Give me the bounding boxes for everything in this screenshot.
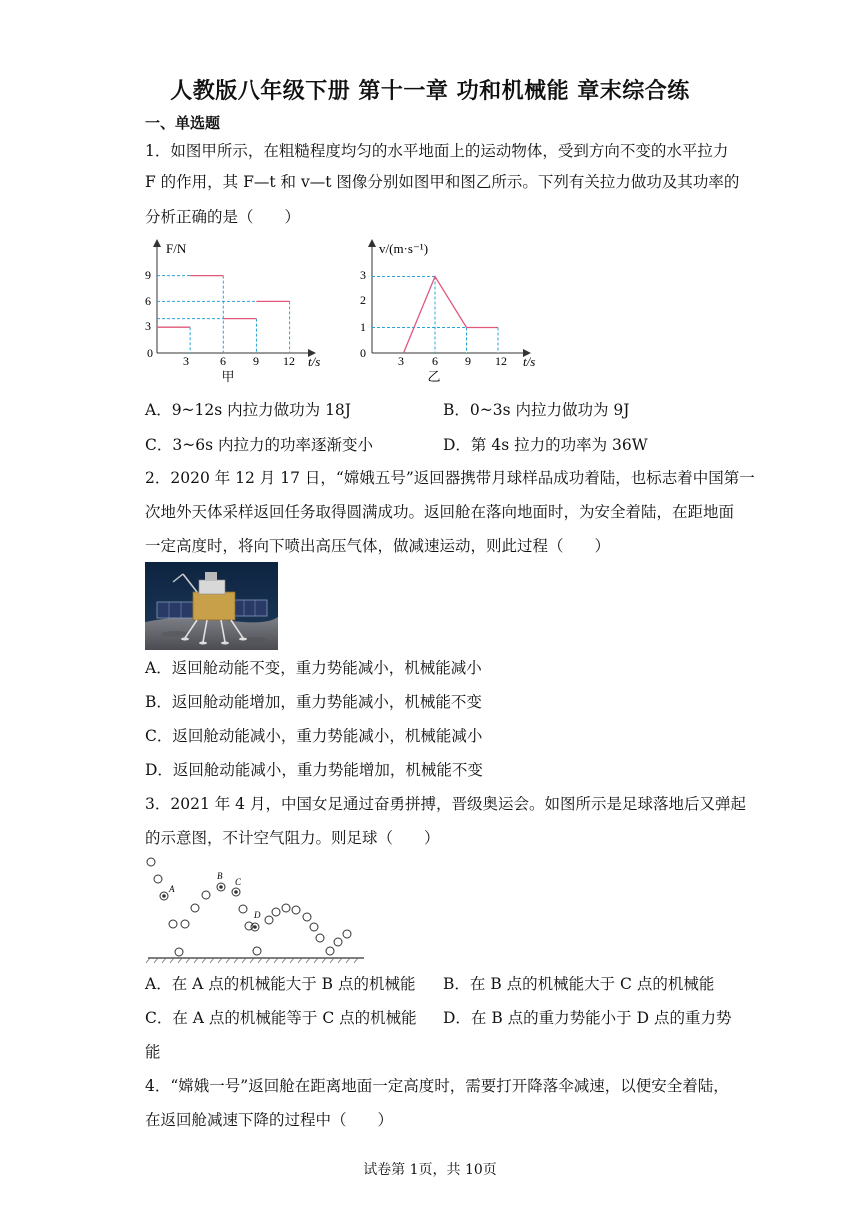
q2-option-d: D．返回舱动能减小，重力势能增加，机械能不变	[145, 761, 483, 779]
lander-photo	[145, 562, 278, 650]
q2-line-1: 2．2020 年 12 月 17 日，“嫦娥五号”返回器携带月球样品成功着陆，也标志着中国第一	[145, 469, 755, 487]
q2-line-2: 次地外天体采样返回任务取得圆满成功。返回舱在落向地面时，为安全着陆，在距地面	[145, 503, 735, 521]
q2-line-3: 一定高度时，将向下喷出高压气体，做减速运动，则此过程（ ）	[145, 537, 611, 555]
x-tick-6: 6	[220, 354, 226, 368]
page-title: 人教版八年级下册 第十一章 功和机械能 章末综合练	[170, 79, 690, 104]
x-tick-12: 12	[495, 354, 507, 368]
page-footer: 试卷第 1页，共 10页	[363, 1162, 497, 1178]
origin-label: 0	[147, 346, 153, 360]
point-a-label: A	[169, 884, 175, 894]
q1-line-2: F 的作用，其 F—t 和 v—t 图像分别如图甲和图乙所示。下列有关拉力做功及其功率的	[145, 173, 740, 191]
point-d-label: D	[254, 910, 261, 920]
q3-option-b: B．在 B 点的机械能大于 C 点的机械能	[443, 975, 715, 993]
x-tick-9: 9	[465, 354, 471, 368]
q4-line-2: 在返回舱减速下降的过程中（ ）	[145, 1111, 394, 1129]
origin-label: 0	[360, 346, 366, 360]
q3-option-d: D．在 B 点的重力势能小于 D 点的重力势	[443, 1009, 732, 1027]
point-c-label: C	[235, 877, 242, 887]
chart-caption: 甲	[221, 369, 235, 384]
y-axis-label: v/(m·s⁻¹)	[379, 241, 429, 256]
section-heading: 一、单选题	[145, 114, 221, 132]
q3-line-1: 3．2021 年 4 月，中国女足通过奋勇拼搏，晋级奥运会。如图所示是足球落地后又弹起	[145, 795, 746, 813]
q1-option-c: C．3~6s 内拉力的功率逐渐变小	[145, 436, 373, 454]
q1-line-1: 1．如图甲所示，在粗糙程度均匀的水平地面上的运动物体，受到方向不变的水平拉力	[145, 142, 729, 160]
y-tick-1: 1	[360, 320, 366, 334]
x-tick-9: 9	[253, 354, 259, 368]
q4-line-1: 4．“嫦娥一号”返回舱在距离地面一定高度时，需要打开降落伞减速，以便安全着陆，	[145, 1077, 729, 1095]
chart-jia	[140, 238, 340, 388]
y-tick-2: 2	[360, 293, 366, 307]
y-tick-3: 3	[145, 319, 151, 333]
q1-option-d: D．第 4s 拉力的功率为 36W	[443, 436, 648, 454]
x-tick-3: 3	[398, 354, 404, 368]
q3-option-c: C．在 A 点的机械能等于 C 点的机械能	[145, 1009, 417, 1027]
data-segments	[404, 277, 499, 354]
q2-option-a: A．返回舱动能不变，重力势能减小，机械能减小	[145, 659, 482, 677]
q1-line-3: 分析正确的是（ ）	[145, 208, 301, 226]
x-tick-12: 12	[283, 354, 295, 368]
q2-option-b: B．返回舱动能增加，重力势能减小，机械能不变	[145, 693, 482, 711]
chart-yi	[355, 238, 555, 388]
q1-option-a: A．9~12s 内拉力做功为 18J	[145, 401, 352, 419]
y-tick-6: 6	[145, 294, 151, 308]
q3-option-a: A．在 A 点的机械能大于 B 点的机械能	[145, 975, 416, 993]
guide-lines	[157, 276, 290, 353]
ball-bounce-diagram	[142, 852, 372, 964]
x-axis-label: t/s	[308, 354, 321, 369]
x-axis-label: t/s	[523, 354, 536, 369]
y-tick-3: 3	[360, 268, 366, 282]
guide-lines	[372, 277, 498, 354]
y-axis-label: F/N	[166, 241, 187, 256]
ground-hatch	[146, 958, 358, 963]
x-tick-6: 6	[432, 354, 438, 368]
q3-line-2: 的示意图，不计空气阻力。则足球（ ）	[145, 829, 440, 847]
chart-caption: 乙	[427, 369, 441, 384]
q1-option-b: B．0~3s 内拉力做功为 9J	[443, 401, 630, 419]
x-tick-3: 3	[183, 354, 189, 368]
q2-option-c: C．返回舱动能减小，重力势能减小，机械能减小	[145, 727, 483, 745]
point-b-label: B	[217, 871, 223, 881]
q3-option-d-continued: 能	[145, 1043, 161, 1061]
velocity-line	[404, 277, 499, 354]
y-tick-9: 9	[145, 268, 151, 282]
